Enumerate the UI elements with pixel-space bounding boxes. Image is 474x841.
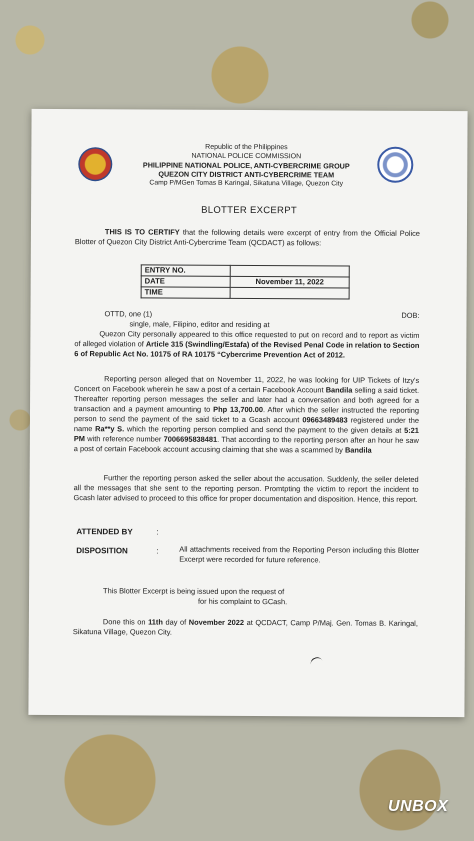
closing-text: Done this on <box>102 617 149 627</box>
account-name: Bandila <box>344 445 372 455</box>
request-purpose: for his complaint to GCash. <box>197 596 288 607</box>
reporter-details: single, male, Filipino, editor and residing at <box>129 319 270 330</box>
reporter-appearance: Quezon City personally appeared to this office requested to put on record and to report as victim of alleged violation of <box>74 329 420 349</box>
header-napolcom: NATIONAL POLICE COMMISSION <box>191 152 302 161</box>
table-row <box>141 265 349 277</box>
dob-label: DOB: <box>401 310 420 320</box>
narrative-paragraph <box>74 374 419 456</box>
followup-paragraph: Further the reporting person asked the seller about the accusation. Suddenly, the seller deleted all the messages that she sent to the reporting person. Promtpting the victim to report the incident to Gcash later advised to proceed to this office for proper documentation and disposition. Hence, this report. <box>73 473 419 504</box>
payment-amount: Php 13,700.00 <box>213 404 263 415</box>
header-qcdact: QUEZON CITY DISTRICT ANTI-CYBERCRIME TEAM <box>158 169 335 180</box>
gcash-number: 09663489483 <box>302 415 348 425</box>
gcash-account-name: Ra**y S. <box>95 424 125 434</box>
blotter-document <box>28 109 467 717</box>
time-label: TIME <box>141 287 230 298</box>
narrative-text: accusing claiming that she was a scammed by <box>188 444 345 455</box>
attended-by-label: ATTENDED BY <box>76 527 133 537</box>
narrative-text: selling a said ticket. Thereafter reporting person messages the seller and later had a conversation and both agreed for a transaction and a payment amounting to <box>73 385 420 414</box>
qcdact-seal-icon <box>377 147 413 183</box>
narrative-text: . After which the seller instructed the reporting person to send the payment of the said ticket to a Gcash account <box>73 405 420 425</box>
account-name: Bandila <box>325 385 353 395</box>
request-paragraph <box>73 586 418 608</box>
unbox-watermark: UNBOX <box>388 798 449 815</box>
table-row <box>141 287 349 299</box>
entry-no-value <box>230 265 349 277</box>
header-pnp-acg: PHILIPPINE NATIONAL POLICE, ANTI-CYBERCRIME GROUP <box>142 160 350 171</box>
narrative-text: with reference number <box>84 434 164 444</box>
signature-mark <box>309 656 324 670</box>
attended-colon: : <box>156 527 159 537</box>
closing-paragraph <box>73 617 418 639</box>
closing-text: at QCDACT, Camp P/Maj. Gen. Tomas B. Karingal, Sikatuna Village, Quezon City. <box>72 617 418 637</box>
date-value: November 11, 2022 <box>230 276 349 288</box>
entry-no-label: ENTRY NO. <box>141 265 230 276</box>
closing-day: 11th <box>148 617 163 627</box>
narrative-text: Reporting person alleged that on November 11, 2022, he was looking for UIP Tickets of Itzy's Concert on Facebook wherein he saw a post of a certain Facebook Account <box>74 374 420 395</box>
reporter-intro: OTTD, one (1) <box>104 309 153 319</box>
certify-lead: THIS IS TO CERTIFY <box>104 227 180 237</box>
entry-table <box>141 264 350 299</box>
request-line: This Blotter Excerpt is being issued upon the request of <box>103 586 285 597</box>
header-address: Camp P/MGen Tomas B Karingal, Sikatuna Village, Quezon City <box>149 179 343 188</box>
reference-number: 7006695838481 <box>163 434 218 444</box>
disposition-text: All attachments received from the Reporting Person including this Blotter Excerpt were recorded for future reference. <box>179 544 420 565</box>
payment-time: 5:21 PM <box>73 425 419 444</box>
document-title: BLOTTER EXCERPT <box>201 204 297 217</box>
closing-month: November 2022 <box>188 617 245 627</box>
reporter-paragraph <box>74 309 419 361</box>
narrative-text: registered under the name <box>73 415 420 434</box>
narrative-text: . That according to the reporting person after an hour he saw a post of certain Facebook account <box>73 434 419 454</box>
certify-paragraph <box>75 227 420 249</box>
certify-text: that the following details were excerpt of entry from the Official Police Blotter of Quezon City District Anti-Cybercrime Team (QCDACT) as follows: <box>74 227 420 248</box>
header-republic: Republic of the Philippines <box>205 143 288 152</box>
date-label: DATE <box>141 276 230 287</box>
time-value <box>230 287 349 299</box>
violation-text: Article 315 (Swindling/Estafa) of the Revised Penal Code in relation to Section 6 of Republic Act No. 10175 of RA 10175 “Cybercrime Prevention Act of 2012. <box>74 339 420 360</box>
narrative-text: which the reporting person complied and send the payment to the given details at <box>124 424 405 435</box>
closing-text: day of <box>162 617 189 627</box>
disposition-label: DISPOSITION <box>76 546 128 556</box>
disposition-colon: : <box>156 546 159 556</box>
pnp-acg-logo <box>78 147 112 181</box>
